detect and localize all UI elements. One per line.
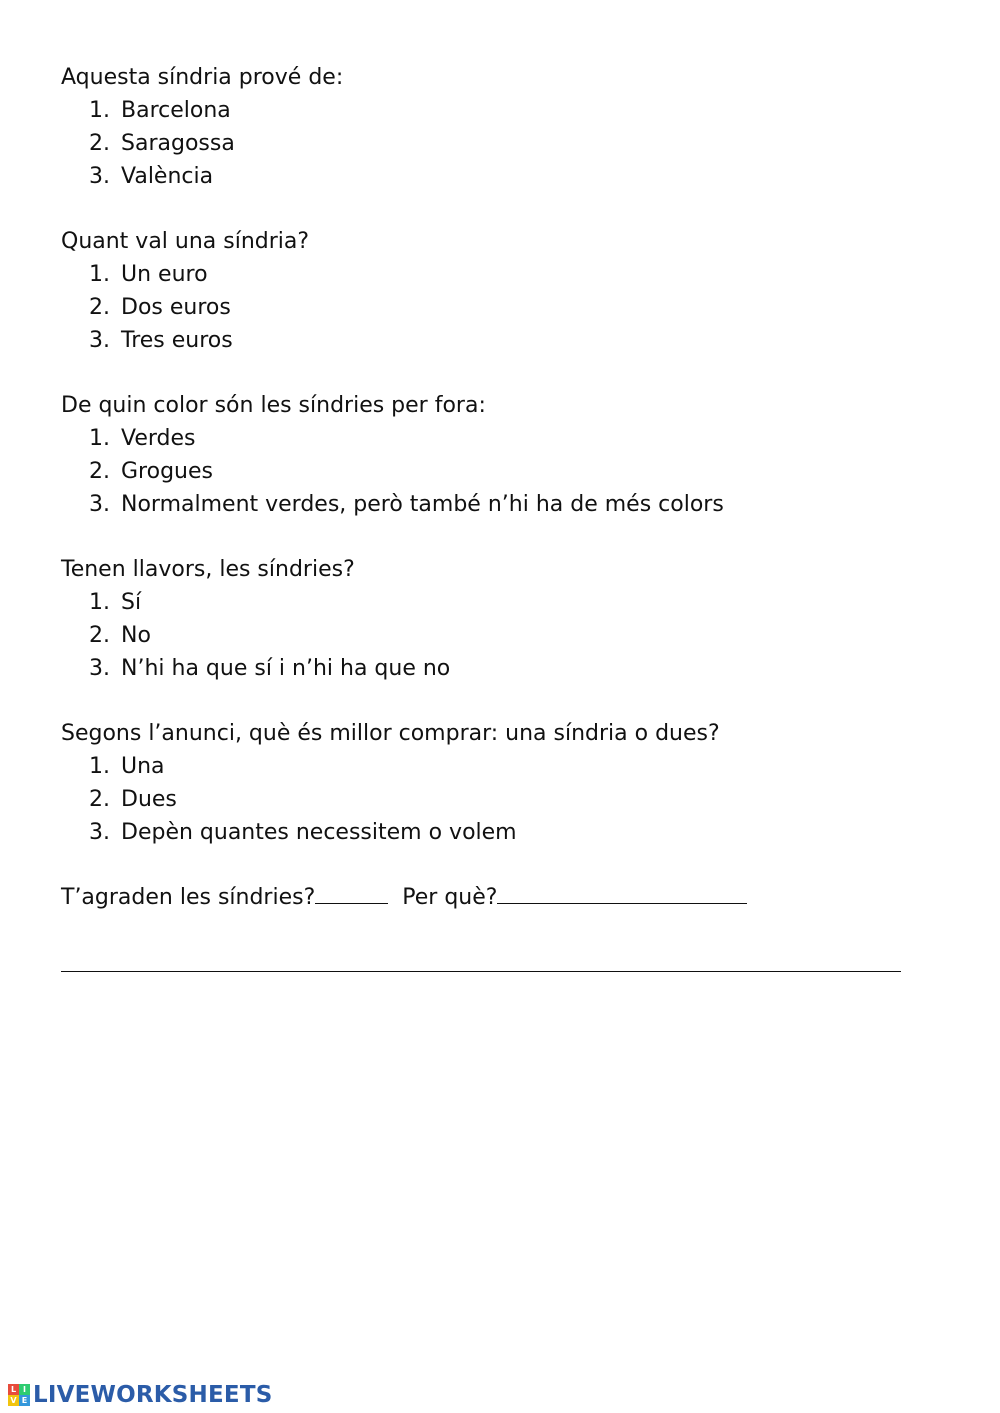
option-number: 1. — [89, 754, 110, 779]
question-text: Aquesta síndria prové de: — [61, 65, 344, 90]
option-number: 1. — [89, 590, 110, 615]
option-number: 3. — [89, 164, 110, 189]
option-list — [61, 258, 961, 357]
option-label: Tres euros — [121, 328, 233, 353]
logo-text: LIVEWORKSHEETS — [33, 1382, 273, 1408]
question-text: Tenen llavors, les síndries? — [61, 557, 355, 582]
option-item[interactable] — [61, 652, 961, 685]
option-label: Una — [121, 754, 165, 779]
logo-mark-letter: E — [19, 1395, 30, 1406]
question-block-3 — [61, 389, 961, 521]
option-list — [61, 422, 961, 521]
option-number: 3. — [89, 656, 110, 681]
question-text: Segons l’anunci, què és millor comprar: una síndria o dues? — [61, 721, 720, 746]
question-block-4 — [61, 553, 961, 685]
option-item[interactable] — [61, 619, 961, 652]
option-number: 2. — [89, 787, 110, 812]
option-item[interactable] — [61, 422, 961, 455]
option-number: 3. — [89, 492, 110, 517]
question-text: Quant val una síndria? — [61, 229, 310, 254]
option-list — [61, 94, 961, 193]
option-label: Un euro — [121, 262, 208, 287]
option-item[interactable] — [61, 488, 961, 521]
option-list — [61, 750, 961, 849]
question-block-5 — [61, 717, 961, 849]
option-item[interactable] — [61, 324, 961, 357]
option-item[interactable] — [61, 750, 961, 783]
option-item[interactable] — [61, 291, 961, 324]
option-number: 3. — [89, 820, 110, 845]
option-label: Saragossa — [121, 131, 235, 156]
logo-mark-letter: V — [8, 1395, 19, 1406]
option-label: Verdes — [121, 426, 196, 451]
option-list — [61, 586, 961, 685]
option-label: Normalment verdes, però també n’hi ha de més colors — [121, 492, 724, 517]
option-label: Barcelona — [121, 98, 231, 123]
option-number: 1. — [89, 262, 110, 287]
option-item[interactable] — [61, 127, 961, 160]
logo-mark-letter: I — [19, 1384, 30, 1395]
option-item[interactable] — [61, 455, 961, 488]
open-question-text-2: Per què? — [402, 885, 498, 910]
option-label: N’hi ha que sí i n’hi ha que no — [121, 656, 451, 681]
liveworksheets-logo — [8, 1381, 272, 1409]
option-label: Depèn quantes necessitem o volem — [121, 820, 517, 845]
option-label: Grogues — [121, 459, 213, 484]
option-number: 2. — [89, 459, 110, 484]
option-item[interactable] — [61, 586, 961, 619]
option-label: València — [121, 164, 214, 189]
question-block-2 — [61, 225, 961, 357]
option-label: Dues — [121, 787, 177, 812]
option-number: 2. — [89, 131, 110, 156]
option-number: 3. — [89, 328, 110, 353]
option-item[interactable] — [61, 160, 961, 193]
open-question-text-1: T’agraden les síndries? — [61, 885, 316, 910]
answer-blank-short[interactable] — [315, 879, 388, 904]
open-question — [61, 879, 747, 914]
answer-line-full[interactable] — [61, 971, 901, 972]
option-item[interactable] — [61, 783, 961, 816]
option-label: Dos euros — [121, 295, 231, 320]
option-item[interactable] — [61, 94, 961, 127]
question-block-1 — [61, 61, 961, 193]
option-number: 1. — [89, 98, 110, 123]
option-number: 1. — [89, 426, 110, 451]
option-number: 2. — [89, 295, 110, 320]
option-item[interactable] — [61, 258, 961, 291]
logo-mark-icon — [8, 1384, 30, 1406]
question-text: De quin color són les síndries per fora: — [61, 393, 486, 418]
answer-blank-long[interactable] — [497, 879, 747, 904]
option-label: Sí — [121, 590, 142, 615]
option-label: No — [121, 623, 151, 648]
option-number: 2. — [89, 623, 110, 648]
logo-mark-letter: L — [8, 1384, 19, 1395]
option-item[interactable] — [61, 816, 961, 849]
